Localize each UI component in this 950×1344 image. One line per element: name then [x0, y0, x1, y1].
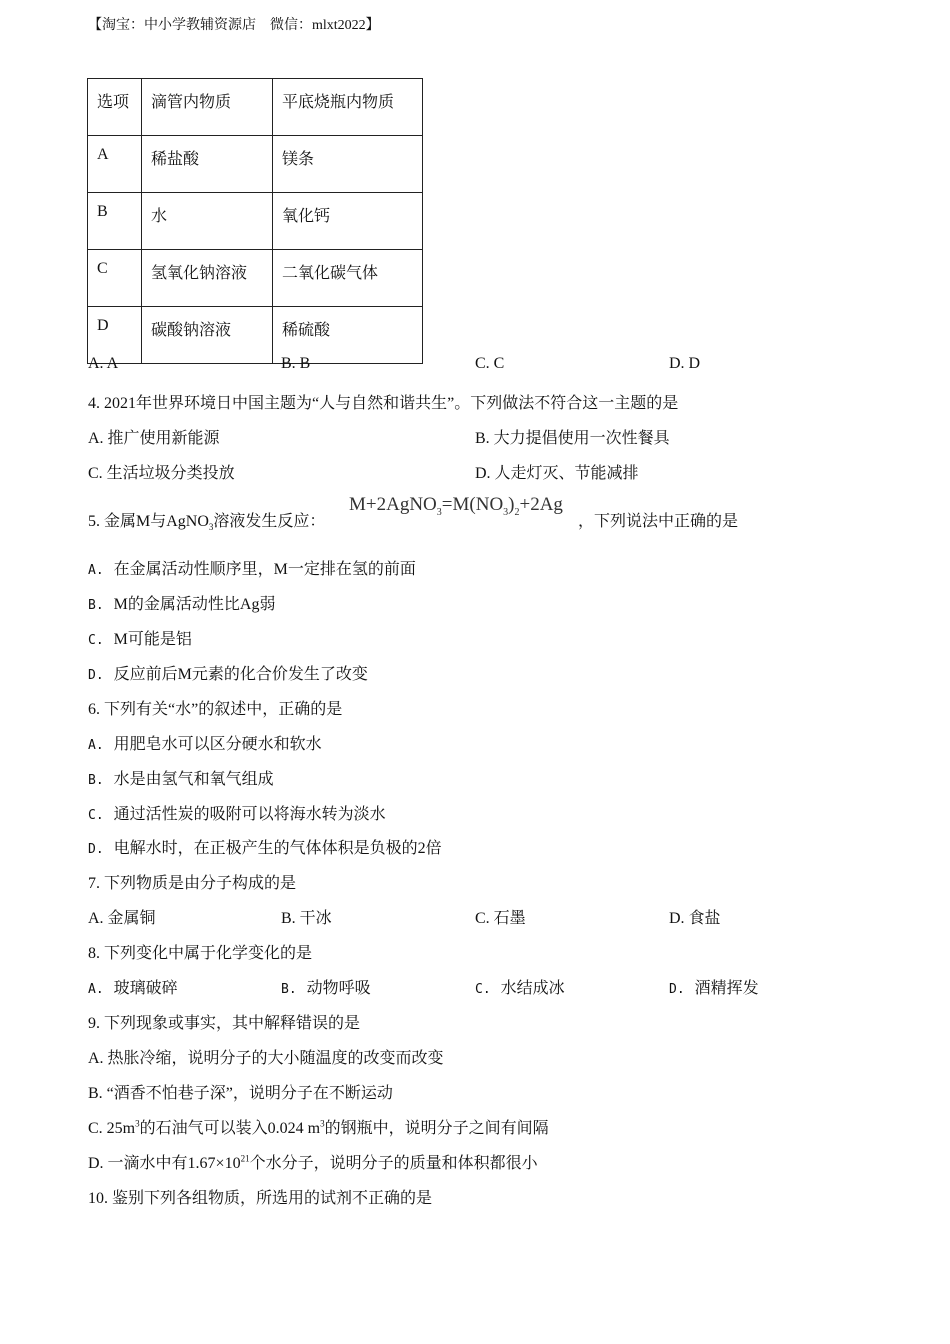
q5-option-d	[88, 661, 368, 684]
table-cell: D	[88, 307, 142, 364]
superscript: 3	[135, 1118, 140, 1129]
table-cell: 镁条	[273, 136, 423, 193]
q6-option-a	[88, 731, 322, 754]
q8-stem: 8. 下列变化中属于化学变化的是	[88, 945, 313, 962]
formula-sub: 3	[503, 506, 509, 518]
table-cell: A	[88, 136, 142, 193]
text-part: 的石油气可以装入0.024 m	[139, 1120, 321, 1137]
page-header: 【淘宝：中小学教辅资源店 微信：mlxt2022】	[88, 18, 380, 33]
text-part: D. 一滴水中有1.67×10	[88, 1155, 241, 1172]
table-header-cell: 选项	[88, 79, 142, 136]
option-text: 动物呼吸	[306, 980, 371, 997]
q9-option-c	[88, 1115, 549, 1138]
option-letter: A.	[88, 738, 104, 753]
table-cell: 碳酸钠溶液	[142, 307, 273, 364]
table-header-cell: 平底烧瓶内物质	[273, 79, 423, 136]
q8-option-b	[281, 975, 371, 998]
q6-stem: 6. 下列有关“水”的叙述中，正确的是	[88, 701, 343, 718]
q5-stem	[88, 508, 325, 532]
q7-option-a: A. 金属铜	[88, 910, 156, 927]
table-cell: C	[88, 250, 142, 307]
table-cell: 稀硫酸	[273, 307, 423, 364]
superscript: 21	[240, 1153, 250, 1164]
table-cell: B	[88, 193, 142, 250]
q8-option-c	[475, 975, 565, 998]
formula-part: +2Ag	[519, 494, 563, 515]
q3-option-d: D. D	[669, 355, 701, 372]
formula-part: =M(NO	[441, 494, 504, 515]
q4-option-a: A. 推广使用新能源	[88, 430, 220, 447]
superscript: 3	[320, 1118, 325, 1129]
q5-reaction-formula	[349, 494, 563, 518]
option-letter: C.	[475, 982, 491, 997]
option-letter: D.	[669, 982, 685, 997]
q3-option-a: A. A	[88, 355, 119, 372]
option-letter: D.	[88, 842, 104, 857]
table-cell: 水	[142, 193, 273, 250]
option-text: 水结成冰	[500, 980, 565, 997]
option-letter: B.	[88, 773, 104, 788]
option-text: 反应前后M元素的化合价发生了改变	[113, 666, 368, 683]
q5-stem-mid: 溶液发生反应：	[213, 513, 326, 530]
experiment-table	[87, 78, 423, 364]
option-text: 水是由氢气和氧气组成	[113, 771, 274, 788]
q6-option-d	[88, 835, 442, 858]
table-row	[88, 136, 423, 193]
option-text: 在金属活动性顺序里，M一定排在氢的前面	[113, 561, 416, 578]
q3-option-b: B. B	[281, 355, 311, 372]
q6-option-c	[88, 801, 386, 824]
table-header-cell: 滴管内物质	[142, 79, 273, 136]
q5-stem-sub: 3	[208, 522, 214, 533]
option-letter: C.	[88, 808, 104, 823]
option-text: 用肥皂水可以区分硬水和软水	[113, 736, 322, 753]
table-header-row	[88, 79, 423, 136]
option-text: 通过活性炭的吸附可以将海水转为淡水	[113, 806, 386, 823]
option-text: M的金属活动性比Ag弱	[113, 596, 276, 613]
option-text: 酒精挥发	[694, 980, 759, 997]
formula-part: )	[508, 494, 515, 515]
q5-option-a	[88, 556, 416, 579]
q10-stem: 10. 鉴别下列各组物质，所选用的试剂不正确的是	[88, 1190, 433, 1207]
option-letter: B.	[88, 598, 104, 613]
option-text: M可能是铝	[113, 631, 192, 648]
table-cell: 氢氧化钠溶液	[142, 250, 273, 307]
q9-stem: 9. 下列现象或事实，其中解释错误的是	[88, 1015, 361, 1032]
option-letter: A.	[88, 982, 104, 997]
q4-option-c: C. 生活垃圾分类投放	[88, 465, 235, 482]
option-letter: A.	[88, 563, 104, 578]
option-text: 电解水时，在正极产生的气体体积是负极的2倍	[113, 840, 442, 857]
table-cell: 稀盐酸	[142, 136, 273, 193]
text-part: 的钢瓶中，说明分子之间有间隔	[324, 1120, 549, 1137]
q7-stem: 7. 下列物质是由分子构成的是	[88, 875, 297, 892]
q5-option-c	[88, 626, 192, 649]
text-part: 个水分子，说明分子的质量和体积都很小	[249, 1155, 538, 1172]
q5-option-b	[88, 591, 275, 614]
q3-option-c: C. C	[475, 355, 505, 372]
formula-sub: 3	[436, 506, 442, 518]
table-cell: 氧化钙	[273, 193, 423, 250]
table-cell: 二氧化碳气体	[273, 250, 423, 307]
q8-option-a	[88, 975, 178, 998]
formula-sub: 2	[514, 506, 520, 518]
q9-option-d	[88, 1150, 538, 1173]
q7-option-b: B. 干冰	[281, 910, 332, 927]
q5-stem-prefix: 5. 金属M与AgNO	[88, 513, 209, 530]
text-part: C. 25m	[88, 1120, 136, 1137]
q9-option-b: B. “酒香不怕巷子深”，说明分子在不断运动	[88, 1085, 393, 1102]
q4-option-d: D. 人走灯灭、节能减排	[475, 465, 639, 482]
option-text: 玻璃破碎	[113, 980, 178, 997]
table-row	[88, 193, 423, 250]
q7-option-c: C. 石墨	[475, 910, 526, 927]
q9-option-a: A. 热胀冷缩，说明分子的大小随温度的改变而改变	[88, 1050, 444, 1067]
q6-option-b	[88, 766, 274, 789]
q5-stem-suffix: ，下列说法中正确的是	[578, 513, 739, 530]
q4-stem: 4. 2021年世界环境日中国主题为“人与自然和谐共生”。下列做法不符合这一主题的是	[88, 395, 679, 412]
q7-option-d: D. 食盐	[669, 910, 721, 927]
q4-option-b: B. 大力提倡使用一次性餐具	[475, 430, 670, 447]
option-letter: C.	[88, 633, 104, 648]
table-row	[88, 307, 423, 364]
q8-option-d	[669, 975, 759, 998]
table-row	[88, 250, 423, 307]
formula-part: M+2AgNO	[349, 494, 437, 515]
option-letter: D.	[88, 668, 104, 683]
option-letter: B.	[281, 982, 297, 997]
